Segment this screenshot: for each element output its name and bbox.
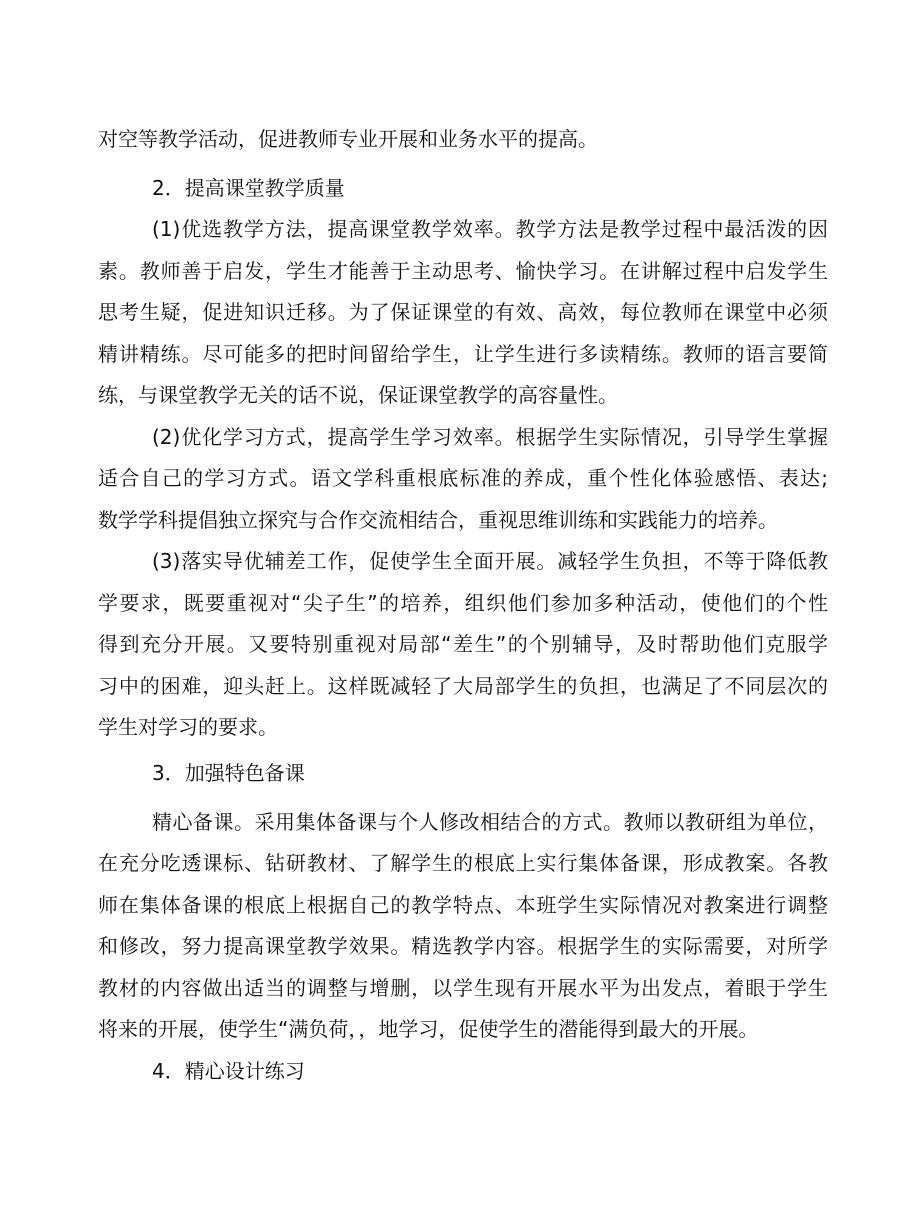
paragraph-line: 精心备课。采用集体备课与个人修改相结合的方式。教师以教研组为单位，	[152, 810, 828, 834]
paragraph-line: 得到充分开展。又要特别重视对局部“差生”的个别辅导，及时帮助他们克服学	[98, 632, 828, 656]
paragraph-line: 习中的困难，迎头赶上。这样既减轻了大局部学生的负担，也满足了不同层次的	[98, 674, 828, 698]
paragraph-line: 在充分吃透课标、钻研教材、了解学生的根底上实行集体备课，形成教案。各教	[98, 851, 828, 875]
paragraph-line: 对空等教学活动，促进教师专业开展和业务水平的提高。	[98, 127, 598, 151]
paragraph-line: 教材的内容做出适当的调整与增删，以学生现有开展水平为出发点，着眼于学生	[98, 976, 828, 1000]
paragraph-line: 师在集体备课的根底上根据自己的教学特点、本班学生实际情况对教案进行调整	[98, 893, 828, 917]
paragraph-line: 学生对学习的要求。	[98, 715, 278, 739]
paragraph-line: 练，与课堂教学无关的话不说，保证课堂教学的高容量性。	[98, 383, 618, 407]
section-heading-2: 2．提高课堂教学质量	[152, 176, 345, 200]
paragraph-line: 精讲精练。尽可能多的把时间留给学生，让学生进行多读精练。教师的语言要简	[98, 342, 828, 366]
paragraph-line: 和修改，努力提高课堂教学效果。精选教学内容。根据学生的实际需要，对所学	[98, 934, 828, 958]
section-heading-3: 3．加强特色备课	[152, 761, 305, 785]
section-heading-4: 4．精心设计练习	[152, 1059, 305, 1083]
paragraph-line: 学要求，既要重视对“尖子生”的培养，组织他们参加多种活动，使他们的个性	[98, 591, 828, 615]
paragraph-line: (2)优化学习方式，提高学生学习效率。根据学生实际情况，引导学生掌握	[152, 425, 828, 449]
paragraph-line: 数学学科提倡独立探究与合作交流相结合，重视思维训练和实践能力的培养。	[98, 508, 778, 532]
paragraph-line: 素。教师善于启发，学生才能善于主动思考、愉快学习。在讲解过程中启发学生	[98, 259, 828, 283]
paragraph-line: 适合自己的学习方式。语文学科重根底标准的养成，重个性化体验感悟、表达;	[98, 466, 828, 490]
paragraph-line: 将来的开展，使学生“满负荷，，地学习，促使学生的潜能得到最大的开展。	[98, 1017, 759, 1041]
paragraph-line: (1)优选教学方法，提高课堂教学效率。教学方法是教学过程中最活泼的因	[152, 217, 828, 241]
paragraph-line: 思考生疑，促进知识迁移。为了保证课堂的有效、高效，每位教师在课堂中必须	[98, 300, 828, 324]
paragraph-line: (3)落实导优辅差工作，促使学生全面开展。减轻学生负担，不等于降低教	[152, 549, 828, 573]
